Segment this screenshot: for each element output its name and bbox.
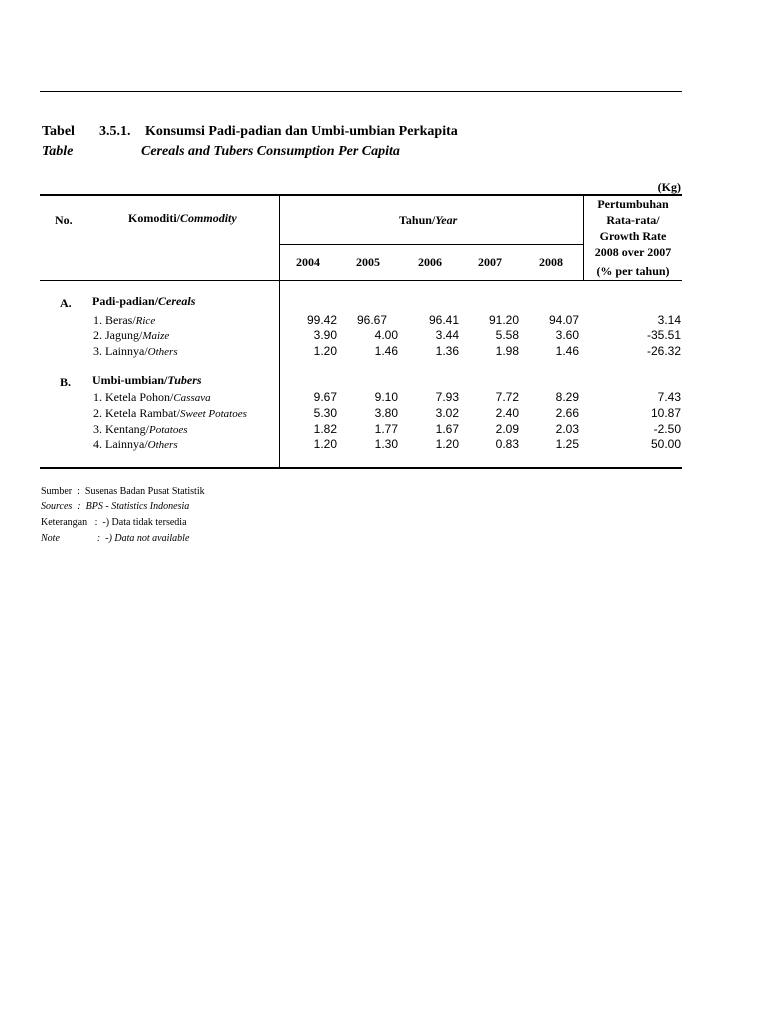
cell: 2.03 — [555, 422, 579, 436]
bottom-rule — [40, 467, 682, 469]
cell: 1.77 — [374, 422, 398, 436]
cell: 91.20 — [488, 313, 519, 327]
cell: 1.98 — [495, 344, 519, 358]
cell: 1.46 — [374, 344, 398, 358]
cell: 96.67 — [356, 313, 387, 327]
year-2008: 2008 — [539, 255, 563, 269]
footnote-source-id: Sumber : Susenas Badan Pusat Statistik — [41, 486, 205, 497]
header-bottom-rule — [40, 280, 682, 281]
growth-divider — [583, 196, 584, 280]
growth-cell: -26.32 — [646, 344, 681, 358]
growth-cell: 50.00 — [650, 437, 681, 451]
cell: 1.20 — [313, 437, 337, 451]
header-mid-rule — [280, 244, 583, 245]
year-2006: 2006 — [418, 255, 442, 269]
growth-cell: -2.50 — [653, 422, 681, 436]
row-b-4-label: 4. Lainnya/Others — [93, 437, 178, 451]
cell: 9.67 — [313, 390, 337, 404]
growth-header-line-5: (% per tahun) — [596, 264, 670, 278]
header-no: No. — [55, 213, 73, 227]
footnote-note-en: Note : -) Data not available — [41, 533, 190, 544]
cell: 3.02 — [435, 406, 459, 420]
row-b-1-label: 1. Ketela Pohon/Cassava — [93, 390, 211, 404]
growth-header-line-2: Rata-rata/ — [606, 213, 660, 227]
cell: 94.07 — [548, 313, 579, 327]
row-b-2-label: 2. Ketela Rambat/Sweet Potatoes — [93, 406, 247, 420]
cell: 7.93 — [435, 390, 459, 404]
group-a-code: A. — [60, 296, 72, 310]
cell: 2.09 — [495, 422, 519, 436]
table-title-en: Cereals and Tubers Consumption Per Capita — [141, 144, 400, 159]
cell: 0.83 — [495, 437, 519, 451]
growth-header-line-4: 2008 over 2007 — [594, 245, 672, 259]
header-commodity: Komoditi/Commodity — [128, 211, 237, 225]
cell: 7.72 — [495, 390, 519, 404]
table-label-en: Table — [42, 144, 74, 159]
table-label-id: Tabel — [42, 124, 75, 139]
cell: 1.67 — [435, 422, 459, 436]
cell: 5.58 — [495, 328, 519, 342]
top-rule — [40, 91, 682, 92]
cell: 4.00 — [374, 328, 398, 342]
row-b-3-label: 3. Kentang/Potatoes — [93, 422, 188, 436]
cell: 3.60 — [555, 328, 579, 342]
year-2005: 2005 — [356, 255, 380, 269]
header-top-rule — [40, 194, 682, 196]
group-a-name: Padi-padian/Cereals — [92, 294, 196, 308]
row-a-3-label: 3. Lainnya/Others — [93, 344, 178, 358]
cell: 1.30 — [374, 437, 398, 451]
footnote-note-id: Keterangan : -) Data tidak tersedia — [41, 517, 187, 528]
cell: 5.30 — [313, 406, 337, 420]
cell: 2.40 — [495, 406, 519, 420]
cell: 3.44 — [435, 328, 459, 342]
cell: 1.36 — [435, 344, 459, 358]
cell: 1.25 — [555, 437, 579, 451]
table-number: 3.5.1. — [99, 124, 131, 139]
cell: 1.46 — [555, 344, 579, 358]
year-2007: 2007 — [478, 255, 502, 269]
row-a-2-label: 2. Jagung/Maize — [93, 328, 170, 342]
cell: 1.20 — [435, 437, 459, 451]
header-year: Tahun/Year — [399, 213, 458, 227]
growth-cell: 3.14 — [657, 313, 681, 327]
cell: 3.80 — [374, 406, 398, 420]
cell: 8.29 — [555, 390, 579, 404]
table-title-id: Konsumsi Padi-padian dan Umbi-umbian Perkapita — [145, 124, 458, 139]
cell: 3.90 — [313, 328, 337, 342]
cell: 2.66 — [555, 406, 579, 420]
cell: 1.20 — [313, 344, 337, 358]
row-a-1-label: 1. Beras/Rice — [93, 313, 156, 327]
growth-header-line-3: Growth Rate — [599, 229, 667, 243]
group-b-code: B. — [60, 375, 72, 389]
growth-cell: -35.51 — [646, 328, 681, 342]
growth-cell: 10.87 — [650, 406, 681, 420]
growth-header-line-1: Pertumbuhan — [597, 197, 669, 211]
unit-label: (Kg) — [657, 180, 681, 194]
cell: 99.42 — [306, 313, 337, 327]
cell: 96.41 — [428, 313, 459, 327]
cell: 1.82 — [313, 422, 337, 436]
footnote-source-en: Sources : BPS - Statistics Indonesia — [41, 501, 190, 512]
cell: 9.10 — [374, 390, 398, 404]
group-b-name: Umbi-umbian/Tubers — [92, 373, 202, 387]
year-2004: 2004 — [296, 255, 320, 269]
growth-cell: 7.43 — [657, 390, 681, 404]
